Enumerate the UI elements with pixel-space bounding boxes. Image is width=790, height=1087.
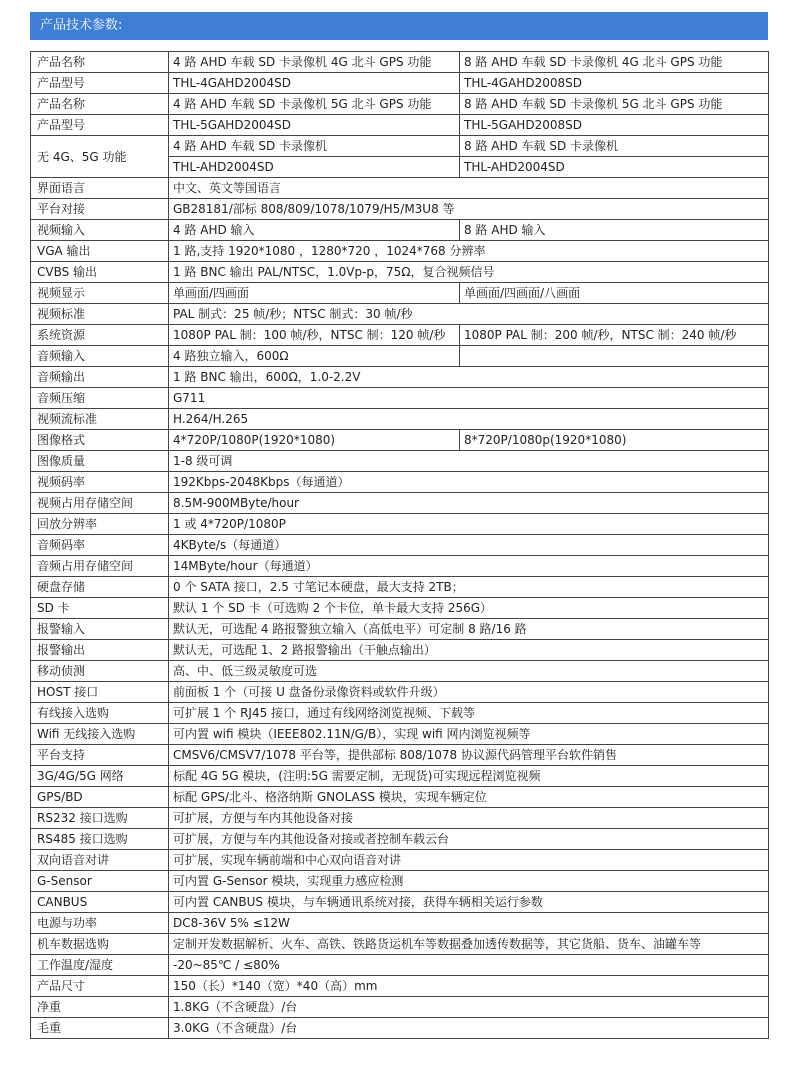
param-label: 视频码率	[31, 472, 169, 493]
param-label: 产品型号	[31, 73, 169, 94]
table-row	[31, 220, 769, 241]
param-value: 默认无，可选配 1、2 路报警输出（干触点输出）	[169, 640, 769, 661]
param-value: 1 或 4*720P/1080P	[169, 514, 769, 535]
param-value: 定制开发数据解析、火车、高铁、铁路货运机车等数据叠加透传数据等，其它货船、货车、油罐车等	[169, 934, 769, 955]
table-row	[31, 52, 769, 73]
param-value: 4 路 AHD 输入	[169, 220, 460, 241]
param-value: 默认 1 个 SD 卡（可选购 2 个卡位，单卡最大支持 256G）	[169, 598, 769, 619]
table-row	[31, 892, 769, 913]
table-row	[31, 325, 769, 346]
param-label: 报警输出	[31, 640, 169, 661]
param-value: 单画面/四画面/八画面	[460, 283, 769, 304]
table-row	[31, 577, 769, 598]
table-row	[31, 829, 769, 850]
table-row	[31, 640, 769, 661]
param-value: THL-AHD2004SD	[169, 157, 460, 178]
table-row	[31, 724, 769, 745]
table-row	[31, 598, 769, 619]
param-label: VGA 输出	[31, 241, 169, 262]
param-label: RS485 接口选购	[31, 829, 169, 850]
table-row	[31, 703, 769, 724]
param-value: 8.5M-900MByte/hour	[169, 493, 769, 514]
param-value: 1-8 级可调	[169, 451, 769, 472]
param-value: 4 路 AHD 车载 SD 卡录像机 5G 北斗 GPS 功能	[169, 94, 460, 115]
param-value: 1 路,支持 1920*1080 ，1280*720 ，1024*768 分辨率	[169, 241, 769, 262]
param-value: 1.8KG（不含硬盘）/台	[169, 997, 769, 1018]
param-value: 8 路 AHD 输入	[460, 220, 769, 241]
param-value: 前面板 1 个（可接 U 盘备份录像资料或软件升级）	[169, 682, 769, 703]
param-label: SD 卡	[31, 598, 169, 619]
table-row	[31, 682, 769, 703]
table-row	[31, 787, 769, 808]
param-label: 双向语音对讲	[31, 850, 169, 871]
param-label: 图像格式	[31, 430, 169, 451]
table-row	[31, 913, 769, 934]
table-row	[31, 850, 769, 871]
table-row	[31, 388, 769, 409]
table-row	[31, 178, 769, 199]
table-row	[31, 535, 769, 556]
param-value: 4KByte/s（每通道）	[169, 535, 769, 556]
table-row	[31, 304, 769, 325]
param-label: 产品型号	[31, 115, 169, 136]
table-row	[31, 934, 769, 955]
param-value: THL-4GAHD2008SD	[460, 73, 769, 94]
param-value: 1080P PAL 制：100 帧/秒，NTSC 制：120 帧/秒	[169, 325, 460, 346]
param-value: 0 个 SATA 接口，2.5 寸笔记本硬盘，最大支持 2TB；	[169, 577, 769, 598]
param-label: 电源与功率	[31, 913, 169, 934]
param-value: 4 路 AHD 车载 SD 卡录像机	[169, 136, 460, 157]
param-value: THL-AHD2004SD	[460, 157, 769, 178]
table-row	[31, 94, 769, 115]
param-value: 8*720P/1080p(1920*1080)	[460, 430, 769, 451]
param-label: 视频流标准	[31, 409, 169, 430]
param-label: CANBUS	[31, 892, 169, 913]
table-row	[31, 871, 769, 892]
table-row	[31, 199, 769, 220]
table-row	[31, 451, 769, 472]
param-value: 可扩展 1 个 RJ45 接口，通过有线网络浏览视频、下载等	[169, 703, 769, 724]
table-row	[31, 619, 769, 640]
param-value: 可内置 G-Sensor 模块，实现重力感应检测	[169, 871, 769, 892]
param-value: 可扩展，方便与车内其他设备对接	[169, 808, 769, 829]
table-row	[31, 955, 769, 976]
param-label: 产品名称	[31, 52, 169, 73]
param-value: 标配 4G 5G 模块，(注明:5G 需要定制，无现货)可实现远程浏览视频	[169, 766, 769, 787]
param-label: HOST 接口	[31, 682, 169, 703]
param-label: Wifi 无线接入选购	[31, 724, 169, 745]
param-label: 音频码率	[31, 535, 169, 556]
table-row	[31, 115, 769, 136]
table-row	[31, 430, 769, 451]
param-value: 可扩展，方便与车内其他设备对接或者控制车载云台	[169, 829, 769, 850]
table-row	[31, 556, 769, 577]
param-value: 1080P PAL 制：200 帧/秒，NTSC 制：240 帧/秒	[460, 325, 769, 346]
param-label: 机车数据选购	[31, 934, 169, 955]
param-label: G-Sensor	[31, 871, 169, 892]
param-value: 8 路 AHD 车载 SD 卡录像机 5G 北斗 GPS 功能	[460, 94, 769, 115]
param-label: GPS/BD	[31, 787, 169, 808]
param-value: 可内置 CANBUS 模块，与车辆通讯系统对接，获得车辆相关运行参数	[169, 892, 769, 913]
table-row	[31, 1018, 769, 1039]
param-value: THL-4GAHD2004SD	[169, 73, 460, 94]
table-row	[31, 472, 769, 493]
spec-table	[30, 51, 769, 1039]
param-label: 平台对接	[31, 199, 169, 220]
param-value: PAL 制式：25 帧/秒；NTSC 制式：30 帧/秒	[169, 304, 769, 325]
param-label: 产品名称	[31, 94, 169, 115]
param-value: 4 路独立输入，600Ω	[169, 346, 460, 367]
param-label: 图像质量	[31, 451, 169, 472]
param-label: 硬盘存储	[31, 577, 169, 598]
param-value: 单画面/四画面	[169, 283, 460, 304]
param-value: G711	[169, 388, 769, 409]
param-label: 产品尺寸	[31, 976, 169, 997]
table-row	[31, 976, 769, 997]
section-title: 产品技术参数:	[40, 18, 123, 33]
param-label: 音频输出	[31, 367, 169, 388]
param-label: 视频输入	[31, 220, 169, 241]
param-label: 工作温度/湿度	[31, 955, 169, 976]
param-value: -20~85℃ / ≤80%	[169, 955, 769, 976]
table-row	[31, 73, 769, 94]
param-value: 14MByte/hour（每通道）	[169, 556, 769, 577]
table-row	[31, 283, 769, 304]
param-value: 中文、英文等国语言	[169, 178, 769, 199]
table-row	[31, 493, 769, 514]
table-row	[31, 745, 769, 766]
table-row	[31, 514, 769, 535]
param-value: 可内置 wifi 模块（IEEE802.11N/G/B），实现 wifi 网内浏览视频等	[169, 724, 769, 745]
param-label: 净重	[31, 997, 169, 1018]
param-label: CVBS 输出	[31, 262, 169, 283]
param-value: 150（长）*140（宽）*40（高）mm	[169, 976, 769, 997]
param-value: 1 路 BNC 输出 PAL/NTSC，1.0Vp-p，75Ω，复合视频信号	[169, 262, 769, 283]
param-label: 毛重	[31, 1018, 169, 1039]
param-value: 4*720P/1080P(1920*1080)	[169, 430, 460, 451]
param-value: DC8-36V 5% ≤12W	[169, 913, 769, 934]
table-row	[31, 367, 769, 388]
param-label: 平台支持	[31, 745, 169, 766]
param-label: 回放分辨率	[31, 514, 169, 535]
param-value	[460, 346, 769, 367]
section-header	[30, 12, 768, 40]
param-label: 视频占用存储空间	[31, 493, 169, 514]
param-label: 音频占用存储空间	[31, 556, 169, 577]
param-value: CMSV6/CMSV7/1078 平台等，提供部标 808/1078 协议源代码管理平台软件销售	[169, 745, 769, 766]
table-row	[31, 409, 769, 430]
table-row	[31, 346, 769, 367]
param-value: 8 路 AHD 车载 SD 卡录像机	[460, 136, 769, 157]
param-value: 8 路 AHD 车载 SD 卡录像机 4G 北斗 GPS 功能	[460, 52, 769, 73]
param-label: 视频标准	[31, 304, 169, 325]
param-value: 1 路 BNC 输出，600Ω，1.0-2.2V	[169, 367, 769, 388]
param-label: 移动侦测	[31, 661, 169, 682]
param-value: 标配 GPS/北斗、格洛纳斯 GNOLASS 模块，实现车辆定位	[169, 787, 769, 808]
param-value: THL-5GAHD2004SD	[169, 115, 460, 136]
param-value: 3.0KG（不含硬盘）/台	[169, 1018, 769, 1039]
param-label: 系统资源	[31, 325, 169, 346]
param-label: 有线接入选购	[31, 703, 169, 724]
param-value: 高、中、低三级灵敏度可选	[169, 661, 769, 682]
param-label: 3G/4G/5G 网络	[31, 766, 169, 787]
param-value: H.264/H.265	[169, 409, 769, 430]
param-value: 可扩展，实现车辆前端和中心双向语音对讲	[169, 850, 769, 871]
table-row	[31, 661, 769, 682]
table-row	[31, 262, 769, 283]
table-row	[31, 241, 769, 262]
table-row	[31, 997, 769, 1018]
param-label: 无 4G、5G 功能	[31, 136, 169, 178]
table-row	[31, 766, 769, 787]
param-value: 4 路 AHD 车载 SD 卡录像机 4G 北斗 GPS 功能	[169, 52, 460, 73]
param-label: 音频压缩	[31, 388, 169, 409]
table-row	[31, 808, 769, 829]
param-label: 视频显示	[31, 283, 169, 304]
param-value: 默认无，可选配 4 路报警独立输入（高低电平）可定制 8 路/16 路	[169, 619, 769, 640]
param-label: 界面语言	[31, 178, 169, 199]
param-value: 192Kbps-2048Kbps（每通道）	[169, 472, 769, 493]
param-value: THL-5GAHD2008SD	[460, 115, 769, 136]
param-label: RS232 接口选购	[31, 808, 169, 829]
table-row	[31, 136, 769, 157]
param-value: GB28181/部标 808/809/1078/1079/H5/M3U8 等	[169, 199, 769, 220]
param-label: 音频输入	[31, 346, 169, 367]
param-label: 报警输入	[31, 619, 169, 640]
